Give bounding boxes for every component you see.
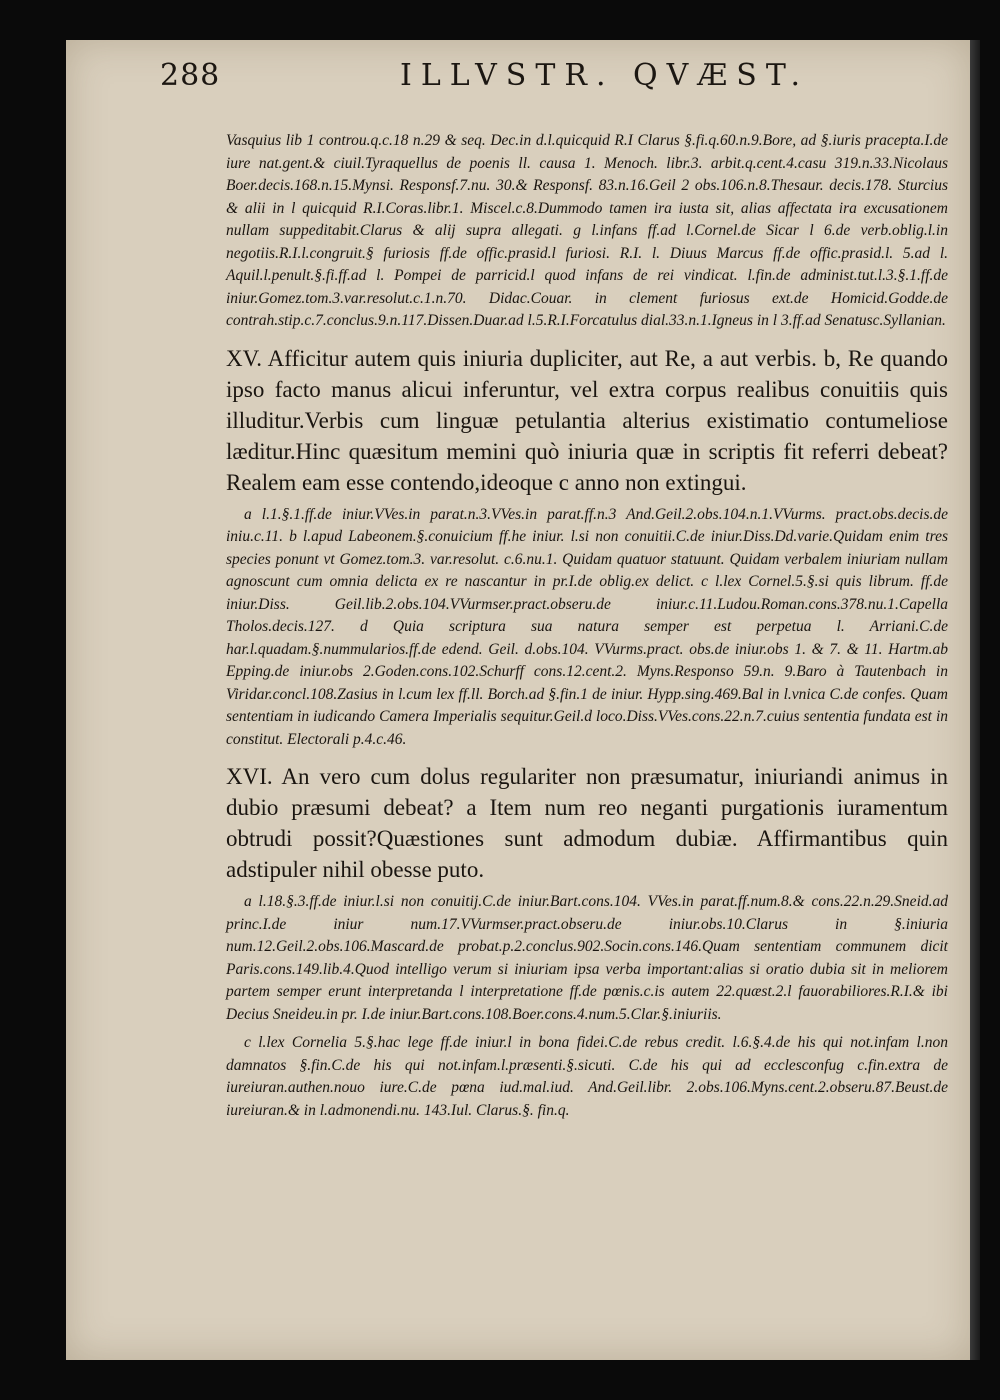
page-edge: [970, 40, 980, 1360]
page-content: [226, 130, 948, 1122]
footnotes-section-15: a l.1.§.1.ff.de iniur.VVes.in parat.n.3.VVes.in parat.ff.n.3 And.Geil.2.obs.104.n.1.VVurms. pract.obs.decis.de iniu.c.11. b l.apud Labeonem.§.conuicium ff.he iniur. l.si non conuitii.C.de iniur.Diss.Dd.varie.Quidam enim tres species ponunt vt Gomez.tom.3. var.resolut. c.6.nu.1. Quidam quatuor statuunt. Quidam verbalem iniuriam nullam agnoscunt cum omnia delicta ex re nascantur in pr.I.de oblig.ex delict. c l.lex Cornel.5.§.si quis librum. ff.de iniur.Diss. Geil.lib.2.obs.104.VVurmser.pract.obseru.de iniur.c.11.Ludou.Roman.cons.378.nu.1.Capella Tholos.decis.127. d Quia scriptura sua natura semper est perpetua l. Arriani.C.de har.l.quadam.§.nummularios.ff.de edend. Geil. d.obs.104. VVurms.pract. obs.de iniur.obs 1. & 7. & 11. Hartm.ab Epping.de iniur.obs 2.Goden.cons.102.Schurff cons.12.cent.2. Myns.Responso 59.n. 9.Baro à Tautenbach in Viridar.concl.108.Zasius in l.cum lex ff.ll. Borch.ad §.fin.1 de iniur. Hypp.sing.469.Bal in l.vnica C.de confes. Quam sententiam in iudicando Camera Imperialis sequitur.Geil.d loco.Diss.VVes.cons.22.n.7.cuius sententia fundata est in constitut. Electorali p.4.c.46.: [226, 505, 948, 748]
footnotes-continued: Vasquius lib 1 controu.q.c.18 n.29 & seq. Dec.in d.l.quicquid R.I Clarus §.fi.q.60.n.9.Bore, ad §.iuris pracepta.I.de iure nat.gent.& ciuil.Tyraquellus de poenis ll. causa 1. Menoch. libr.3. arbit.q.cent.4.casu 319.n.33.Nicolaus Boer.decis.168.n.15.Mynsi. Responsf.7.nu. 30.& Responsf. 83.n.16.Geil 2 obs.106.n.8.Thesaur. decis.178. Sturcius & alii in l quicquid R.I.Coras.libr.1. Miscel.c.8.Dummodo tamen ira iusta sit, alias affectata ira excusationem nullam suppeditabit.Clarus & alij supra allegati. g l.infans ff.ad l.Cornel.de Sicar l 6.de verb.oblig.l.in negotiis.R.I.l.congruit.§ furiosis ff.de offic.prasid.l furiosi. R.I. l. Diuus Marcus ff.de offic.prasid.l. 5.ad l. Aquil.l.penult.§.fi.ff.ad l. Pompei de parricid.l quod infans de rei vindicat. l.fin.de administ.tut.l.3.§.1.ff.de iniur.Gomez.tom.3.var.resolut.c.1.n.70. Didac.Couar. in clement furiosus ext.de Homicid.Godde.de contrah.stip.c.7.conclus.9.n.117.Dissen.Duar.ad l.5.R.I.Forcatulus dial.33.n.1.Igneus in l 3.ff.ad Senatusc.Syllanian.: [226, 132, 948, 329]
running-title: ILLVSTR. QVÆST.: [400, 58, 809, 93]
footnote-16a: a l.18.§.3.ff.de iniur.l.si non conuitij.C.de iniur.Bart.cons.104. VVes.in parat.ff.num.8.& cons.22.n.29.Sneid.ad princ.I.de iniur num.17.VVurmser.pract.obseru.de iniur.obs.10.Clarus in §.iniuria num.12.Geil.2.obs.106.Mascard.de probat.p.2.conclus.902.Socin.cons.146.Quam sententiam communem dicit Paris.cons.149.lib.4.Quod intelligo verum si iniuriam ipsa verba important:alias si oratio dubia sit in meliorem partem semper erunt interpretanda l interpretatione ff.de pœnis.c.is autem 22.quæst.2.l fauorabiliores.R.I.& ibi Decius Sneideu.in pr. I.de iniur.Bart.cons.108.Boer.cons.4.num.5.Clar.§.iniuriis.: [226, 893, 948, 1023]
section-15: XV. Afficitur autem quis iniuria dupliciter, aut Re, a aut verbis. b, Re quando ipso facto manus alicui inferuntur, vel extra corpus realibus conuitiis quis illuditur.Verbis cum linguæ petulantia alterius existimatio contumeliose læditur.Hinc quæsitum memini quò iniuria quæ in scriptis fit referri debeat? Realem eam esse contendo,ideoque c anno non extingui.: [226, 345, 948, 495]
page-number: 288: [160, 58, 221, 93]
section-16: XVI. An vero cum dolus regulariter non præsumatur, iniuriandi animus in dubio præsumi debeat? a Item num reo neganti purgationis iuramentum obtrudi possit?Quæstiones sunt admodum dubiæ. Affirmantibus quin adstipuler nihil obesse puto.: [226, 764, 948, 882]
page-header: [160, 58, 920, 108]
footnote-16c: c l.lex Cornelia 5.§.hac lege ff.de iniur.l in bona fidei.C.de rebus credit. l.6.§.4.de his qui not.infam l.non damnatos §.fin.C.de his qui not.infam.l.præsenti.§.sicuti. C.de his qui ad ecclesconfug c.fin.extra de iureiuran.authen.nouo iure.C.de pœna iud.mal.iud. And.Geil.libr. 2.obs.106.Myns.cent.2.obseru.87.Beust.de iureiuran.& in l.admonendi.nu. 143.Iul. Clarus.§. fin.q.: [226, 1034, 948, 1119]
